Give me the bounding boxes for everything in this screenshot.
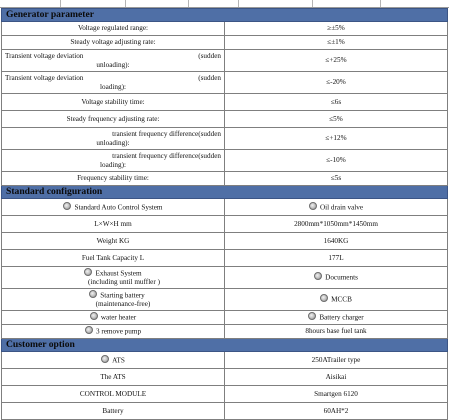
param-value: ≤+25% bbox=[225, 50, 448, 72]
table-row bbox=[2, 369, 448, 386]
config-item: 3 remove pump bbox=[2, 325, 225, 339]
config-item: 8hours base fuel tank bbox=[225, 325, 448, 339]
param-value: ≤±1% bbox=[225, 36, 448, 50]
option-label: CONTROL MODULE bbox=[2, 386, 225, 403]
table-row bbox=[2, 36, 448, 50]
radio-bullet-icon bbox=[89, 290, 97, 298]
option-label: The ATS bbox=[2, 369, 225, 386]
param-label: Steady voltage adjusting rate: bbox=[2, 36, 225, 50]
config-item: MCCB bbox=[225, 289, 448, 311]
config-item: 177L bbox=[225, 250, 448, 267]
table-row bbox=[2, 199, 448, 216]
table-row bbox=[2, 50, 448, 72]
top-grid-strip bbox=[0, 0, 449, 8]
radio-bullet-icon bbox=[63, 202, 71, 210]
param-value: ≤-20% bbox=[225, 72, 448, 94]
table-row bbox=[2, 267, 448, 289]
param-label: Frequency stability time: bbox=[2, 172, 225, 186]
radio-bullet-icon bbox=[314, 272, 322, 280]
option-value: 250ATrailer type bbox=[225, 352, 448, 369]
table-row bbox=[2, 22, 448, 36]
section-header-generator: Generator parameter bbox=[2, 9, 448, 22]
config-item: Battery charger bbox=[225, 311, 448, 325]
table-row bbox=[2, 311, 448, 325]
table-row bbox=[2, 289, 448, 311]
config-item: L×W×H mm bbox=[2, 216, 225, 233]
table-row bbox=[2, 352, 448, 369]
param-value: ≥±5% bbox=[225, 22, 448, 36]
param-value: ≤5% bbox=[225, 111, 448, 128]
option-value: Aisikai bbox=[225, 369, 448, 386]
table-row bbox=[2, 72, 448, 94]
param-label: Steady frequency adjusting rate: bbox=[2, 111, 225, 128]
table-row bbox=[2, 172, 448, 186]
config-item: water heater bbox=[2, 311, 225, 325]
config-item: Weight KG bbox=[2, 233, 225, 250]
table-row bbox=[2, 386, 448, 403]
config-item: Documents bbox=[225, 267, 448, 289]
param-label: Transient voltage deviation (sudden unloading): bbox=[2, 50, 225, 72]
param-label: Transient voltage deviation (sudden loading): bbox=[2, 72, 225, 94]
table-row bbox=[2, 94, 448, 111]
table-row bbox=[2, 150, 448, 172]
config-item: Standard Auto Control System bbox=[2, 199, 225, 216]
param-value: ≤-10% bbox=[225, 150, 448, 172]
table-row bbox=[2, 325, 448, 339]
table-row bbox=[2, 111, 448, 128]
table-row bbox=[2, 216, 448, 233]
param-label: transient frequency difference(sudden loading): bbox=[2, 150, 225, 172]
option-label: ATS bbox=[2, 352, 225, 369]
config-item: Exhaust System (including until muffler ) bbox=[2, 267, 225, 289]
table-row bbox=[2, 128, 448, 150]
param-label: Voltage stability time: bbox=[2, 94, 225, 111]
radio-bullet-icon bbox=[90, 312, 98, 320]
table-row bbox=[2, 233, 448, 250]
option-label: Battery bbox=[2, 403, 225, 420]
radio-bullet-icon bbox=[309, 202, 317, 210]
radio-bullet-icon bbox=[101, 355, 109, 363]
config-item: 1640KG bbox=[225, 233, 448, 250]
config-item: Oil drain valve bbox=[225, 199, 448, 216]
table-row bbox=[2, 250, 448, 267]
spec-table bbox=[1, 8, 448, 420]
option-value: Smartgen 6120 bbox=[225, 386, 448, 403]
option-value: 60AH*2 bbox=[225, 403, 448, 420]
param-value: ≤6s bbox=[225, 94, 448, 111]
param-label: transient frequency difference(sudden unloading): bbox=[2, 128, 225, 150]
param-label: Voltage regulated range: bbox=[2, 22, 225, 36]
radio-bullet-icon bbox=[320, 294, 328, 302]
config-item: Starting battery (maintenance-free) bbox=[2, 289, 225, 311]
config-item: 2800mm*1050mm*1450mm bbox=[225, 216, 448, 233]
section-header-customer: Customer option bbox=[2, 339, 448, 352]
radio-bullet-icon bbox=[84, 268, 92, 276]
param-value: ≤+12% bbox=[225, 128, 448, 150]
radio-bullet-icon bbox=[308, 312, 316, 320]
section-header-standard: Standard configuration bbox=[2, 186, 448, 199]
param-value: ≤5s bbox=[225, 172, 448, 186]
config-item: Fuel Tank Capacity L bbox=[2, 250, 225, 267]
radio-bullet-icon bbox=[85, 326, 93, 334]
